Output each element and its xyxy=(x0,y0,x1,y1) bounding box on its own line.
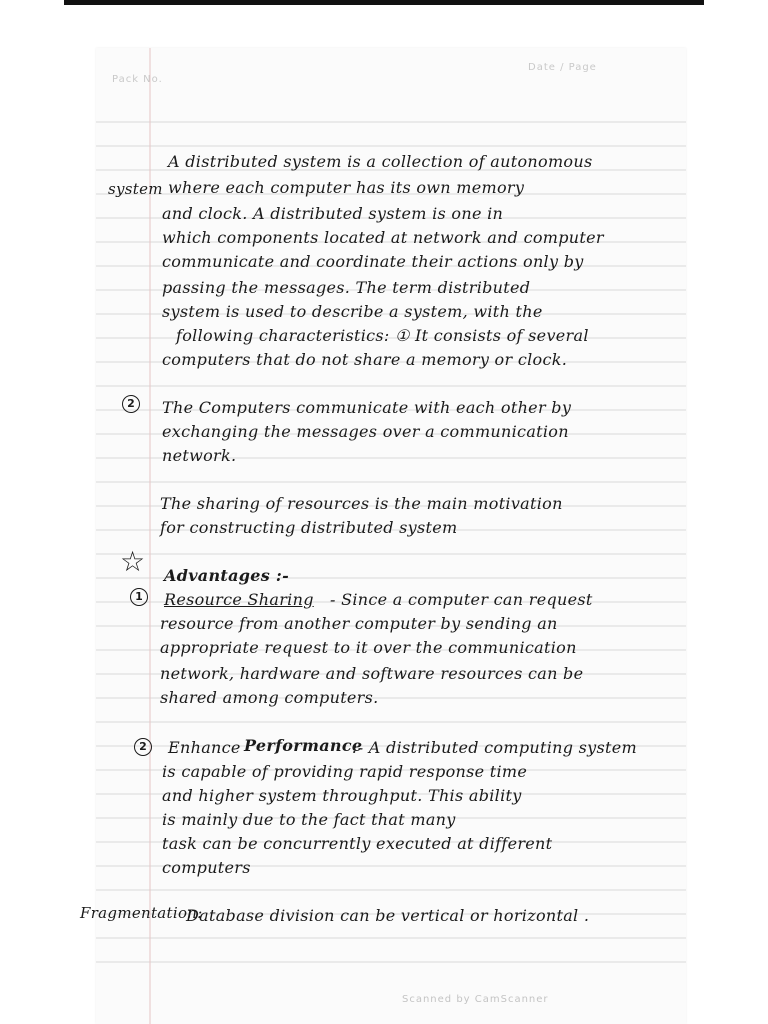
page-header-right: Date / Page xyxy=(528,62,597,73)
fragmentation-text: Database division can be vertical or horizontal . xyxy=(186,906,590,925)
list-number-1: 1 xyxy=(130,588,148,606)
para1-line: following characteristics: ① It consists of several xyxy=(176,326,589,345)
scanner-watermark: Scanned by CamScanner xyxy=(402,994,549,1005)
advantage-line: is mainly due to the fact that many xyxy=(162,810,456,829)
para1-line: which components located at network and computer xyxy=(162,228,604,247)
para1-line: and clock. A distributed system is one in xyxy=(162,204,504,223)
margin-note: system xyxy=(108,180,163,198)
advantage-line: appropriate request to it over the communication xyxy=(160,638,577,657)
advantage-heading-prefix: Enhance xyxy=(168,738,241,757)
advantage-heading: Performance xyxy=(244,736,363,755)
para1-line: computers that do not share a memory or clock. xyxy=(162,350,568,369)
para1-line: A distributed system is a collection of autonomous xyxy=(168,152,593,171)
advantage-line: resource from another computer by sending an xyxy=(160,614,558,633)
para2-line: The Computers communicate with each other by xyxy=(162,398,572,417)
para1-line: communicate and coordinate their actions only by xyxy=(162,252,584,271)
advantage-line: shared among computers. xyxy=(160,688,379,707)
advantages-title: Advantages :- xyxy=(164,566,290,585)
advantage-line: network, hardware and software resources can be xyxy=(160,664,584,683)
para1-line: where each computer has its own memory xyxy=(168,178,525,197)
advantage-line: is capable of providing rapid response time xyxy=(162,762,528,781)
advantage-line: :- A distributed computing system xyxy=(352,738,637,757)
para2-line: network. xyxy=(162,446,237,465)
advantage-heading: Resource Sharing xyxy=(164,590,314,609)
list-number-2: 2 xyxy=(134,738,152,756)
para3-line: The sharing of resources is the main motivation xyxy=(160,494,563,513)
para1-line: passing the messages. The term distributed xyxy=(162,278,531,297)
star-icon: ☆ xyxy=(120,545,146,578)
list-number-2: 2 xyxy=(122,395,140,413)
advantage-line: and higher system throughput. This ability xyxy=(162,786,522,805)
para1-line: system is used to describe a system, with the xyxy=(162,302,543,321)
para2-line: exchanging the messages over a communication xyxy=(162,422,569,441)
advantage-line: task can be concurrently executed at different xyxy=(162,834,553,853)
fragmentation-label: Fragmentation: xyxy=(80,904,203,922)
advantage-line: - Since a computer can request xyxy=(330,590,593,609)
page-header-left: Pack No. xyxy=(112,74,163,85)
advantage-line: computers xyxy=(162,858,251,877)
para3-line: for constructing distributed system xyxy=(160,518,458,537)
